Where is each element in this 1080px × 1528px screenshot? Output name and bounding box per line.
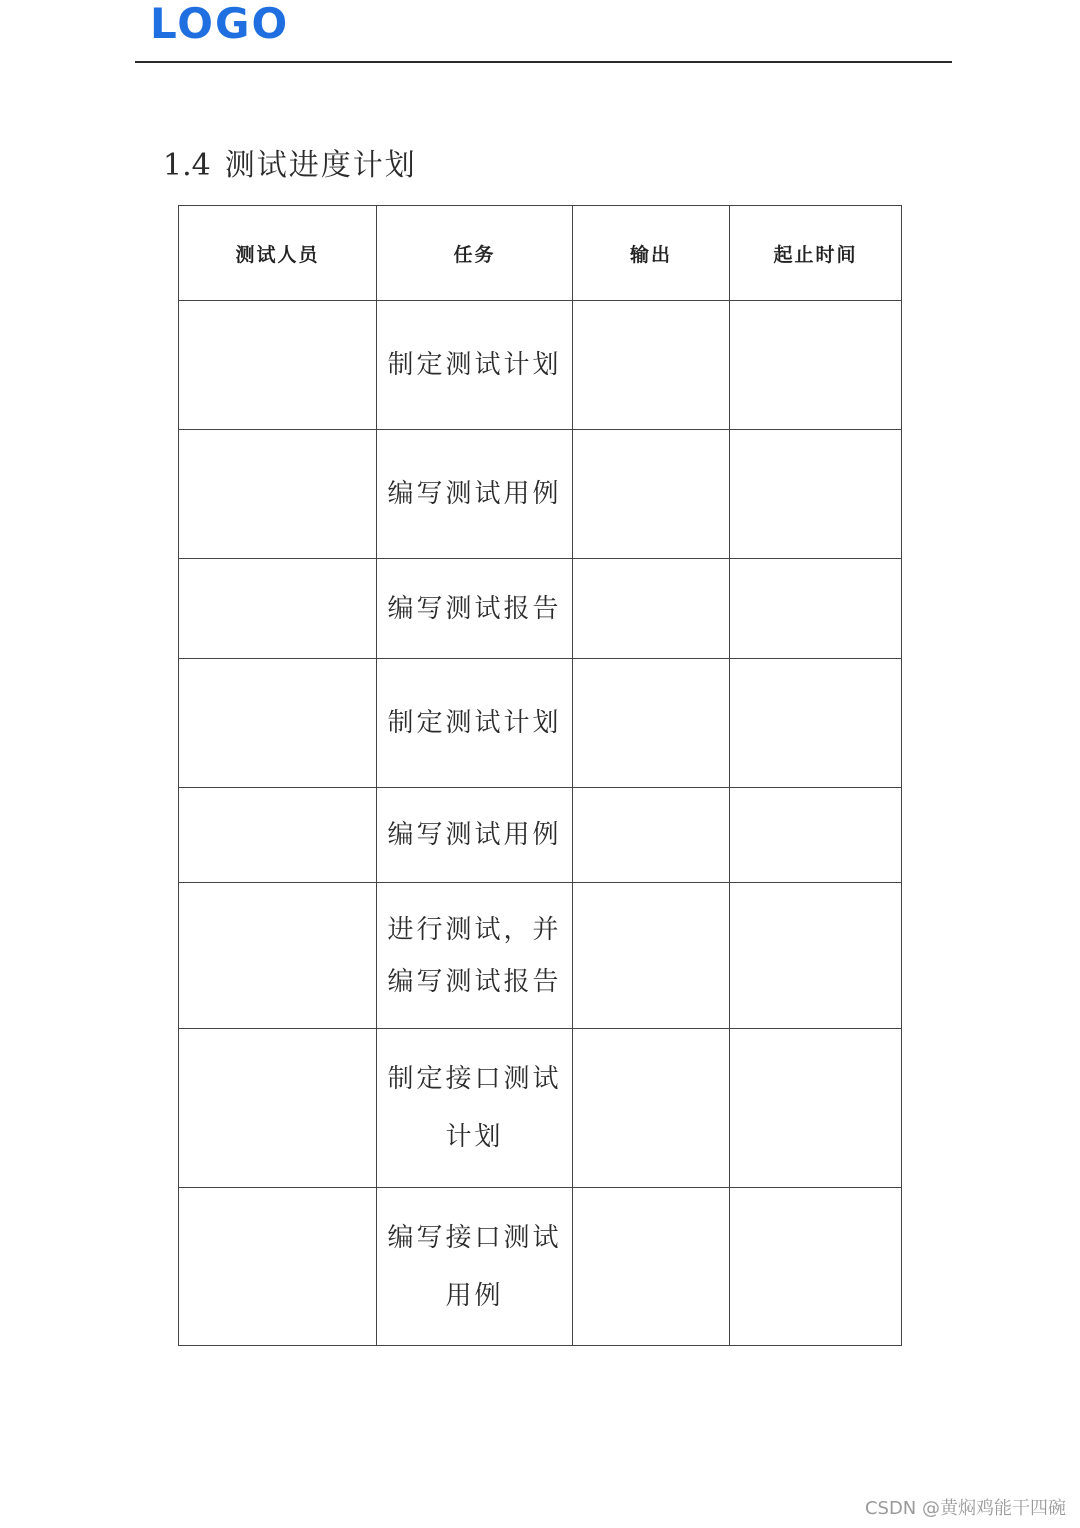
person-cell — [179, 788, 377, 883]
output-cell — [573, 1188, 730, 1346]
period-cell — [730, 430, 902, 559]
period-cell — [730, 788, 902, 883]
period-cell — [730, 301, 902, 430]
test-schedule-table — [178, 205, 902, 1346]
section-heading — [163, 140, 417, 184]
table-header-row — [179, 206, 902, 301]
person-cell — [179, 301, 377, 430]
column-header-output: 输出 — [573, 206, 730, 301]
column-header-person: 测试人员 — [179, 206, 377, 301]
output-cell — [573, 430, 730, 559]
table-row — [179, 883, 902, 1029]
person-cell — [179, 1188, 377, 1346]
output-cell — [573, 883, 730, 1029]
task-cell: 制定测试计划 — [377, 659, 573, 788]
table-row — [179, 1188, 902, 1346]
table-row — [179, 1029, 902, 1188]
section-title: 测试进度计划 — [224, 148, 417, 183]
output-cell — [573, 788, 730, 883]
task-cell: 编写测试报告 — [377, 559, 573, 659]
task-cell: 制定测试计划 — [377, 301, 573, 430]
watermark: CSDN @黄焖鸡能干四碗 — [864, 1498, 1066, 1519]
period-cell — [730, 1029, 902, 1188]
section-number: 1.4 — [163, 148, 211, 183]
output-cell — [573, 659, 730, 788]
table-row — [179, 430, 902, 559]
person-cell — [179, 430, 377, 559]
period-cell — [730, 659, 902, 788]
period-cell — [730, 559, 902, 659]
task-cell: 编写测试用例 — [377, 788, 573, 883]
person-cell — [179, 559, 377, 659]
column-header-task: 任务 — [377, 206, 573, 301]
output-cell — [573, 301, 730, 430]
person-cell — [179, 1029, 377, 1188]
column-header-period: 起止时间 — [730, 206, 902, 301]
person-cell — [179, 659, 377, 788]
person-cell — [179, 883, 377, 1029]
task-cell: 编写接口测试用例 — [377, 1188, 573, 1346]
output-cell — [573, 559, 730, 659]
logo: LOGO — [150, 0, 290, 48]
task-cell: 制定接口测试计划 — [377, 1029, 573, 1188]
table-row — [179, 301, 902, 430]
table-row — [179, 559, 902, 659]
task-cell: 编写测试用例 — [377, 430, 573, 559]
header-divider — [135, 61, 952, 63]
task-cell: 进行测试，并编写测试报告 — [377, 883, 573, 1029]
output-cell — [573, 1029, 730, 1188]
table-row — [179, 788, 902, 883]
period-cell — [730, 1188, 902, 1346]
period-cell — [730, 883, 902, 1029]
table-row — [179, 659, 902, 788]
